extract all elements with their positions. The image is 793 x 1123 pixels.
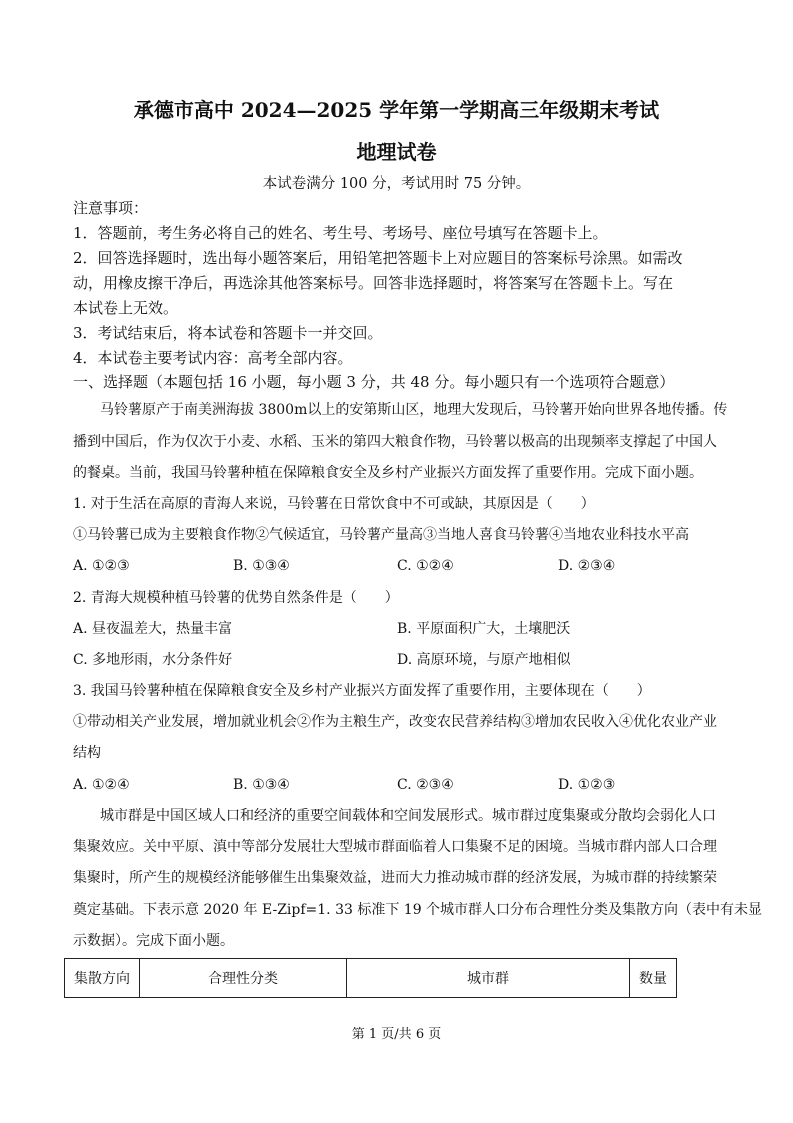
note-4: 4．本试卷主要考试内容：高考全部内容。 xyxy=(73,349,353,367)
question-1-option-d: D. ②③④ xyxy=(558,558,616,574)
question-1-option-b: B. ①③④ xyxy=(233,558,290,574)
question-1-stem: 1. 对于生活在高原的青海人来说，马铃薯在日常饮食中不可或缺，其原因是（ ） xyxy=(73,496,595,512)
question-3-option-d: D. ①②③ xyxy=(558,777,616,793)
passage-2-line-4: 奠定基础。下表示意 2020 年 E-Zipf=1. 33 标准下 19 个城市群人口分布合理性分类及集散方向（表中有未显 xyxy=(73,902,763,918)
passage-2-line-1: 城市群是中国区域人口和经济的重要空间载体和空间发展形式。城市群过度集聚或分散均会弱化人口 xyxy=(100,808,716,824)
table-header-cell: 城市群 xyxy=(347,959,630,998)
notes-heading: 注意事项： xyxy=(73,199,149,217)
note-3: 3．考试结束后，将本试卷和答题卡一并交回。 xyxy=(73,324,383,342)
section-heading: 一、选择题（本题包括 16 小题，每小题 3 分，共 48 分。每小题只有一个选项符合题意） xyxy=(73,373,675,391)
question-2-option-b: B. 平原面积广大，土壤肥沃 xyxy=(397,621,571,637)
passage-1-line-1: 马铃薯原产于南美洲海拔 3800m以上的安第斯山区，地理大发现后，马铃薯开始向世界各地传播。传 xyxy=(100,402,728,418)
exam-title: 承德市高中 2024—2025 学年第一学期高三年级期末考试 xyxy=(133,98,660,122)
note-2-line-1: 2．回答选择题时，选出每小题答案后，用铅笔把答题卡上对应题目的答案标号涂黑。如需改 xyxy=(73,249,683,267)
note-1: 1．答题前，考生务必将自己的姓名、考生号、考场号、座位号填写在答题卡上。 xyxy=(73,224,608,242)
question-3-items-line-1: ①带动相关产业发展，增加就业机会②作为主粮生产，改变农民营养结构③增加农民收入④优化农业产业 xyxy=(73,714,717,730)
question-2-option-a: A. 昼夜温差大，热量丰富 xyxy=(73,621,233,637)
table-header-cell: 合理性分类 xyxy=(140,959,347,998)
table-header-cell: 集散方向 xyxy=(65,959,140,998)
question-2-option-d: D. 高原环境，与原产地相似 xyxy=(397,652,571,668)
note-2-line-2: 动，用橡皮擦干净后，再选涂其他答案标号。回答非选择题时，将答案写在答题卡上。写在 xyxy=(73,274,674,292)
question-2-stem: 2. 青海大规模种植马铃薯的优势自然条件是（ ） xyxy=(73,590,399,606)
note-2-line-3: 本试卷上无效。 xyxy=(73,299,179,317)
question-1-items: ①马铃薯已成为主要粮食作物②气候适宜，马铃薯产量高③当地人喜食马铃薯④当地农业科技水平高 xyxy=(73,527,689,543)
page-footer: 第 1 页/共 6 页 xyxy=(351,1027,442,1042)
question-3-stem: 3. 我国马铃薯种植在保障粮食安全及乡村产业振兴方面发挥了重要作用，主要体现在（ ） xyxy=(73,683,651,699)
passage-1-line-3: 的餐桌。当前，我国马铃薯种植在保障粮食安全及乡村产业振兴方面发挥了重要作用。完成下面小题。 xyxy=(73,465,703,481)
passage-2-line-2: 集聚效应。关中平原、滇中等部分发展壮大型城市群面临着人口集聚不足的困境。当城市群内部人口合理 xyxy=(73,839,717,855)
question-3-option-a: A. ①②④ xyxy=(73,777,130,793)
passage-1-line-2: 播到中国后，作为仅次于小麦、水稻、玉米的第四大粮食作物，马铃薯以极高的出现频率支撑起了中国人 xyxy=(73,434,717,450)
question-3-option-b: B. ①③④ xyxy=(233,777,290,793)
city-cluster-table xyxy=(64,958,677,998)
question-2-option-c: C. 多地形雨，水分条件好 xyxy=(73,652,233,668)
question-3-items-line-2: 结构 xyxy=(73,745,101,761)
question-1-option-a: A. ①②③ xyxy=(73,558,130,574)
table-header-row xyxy=(65,959,677,998)
table-header-cell: 数量 xyxy=(630,959,677,998)
passage-2-line-5: 示数据）。完成下面小题。 xyxy=(73,933,234,949)
exam-info: 本试卷满分 100 分，考试用时 75 分钟。 xyxy=(262,176,531,192)
question-3-option-c: C. ②③④ xyxy=(397,777,454,793)
subject-title: 地理试卷 xyxy=(356,140,437,164)
passage-2-line-3: 集聚时，所产生的规模经济能够催生出集聚效益，进而大力推动城市群的经济发展，为城市群的持续繁荣 xyxy=(73,870,717,886)
question-1-option-c: C. ①②④ xyxy=(397,558,454,574)
